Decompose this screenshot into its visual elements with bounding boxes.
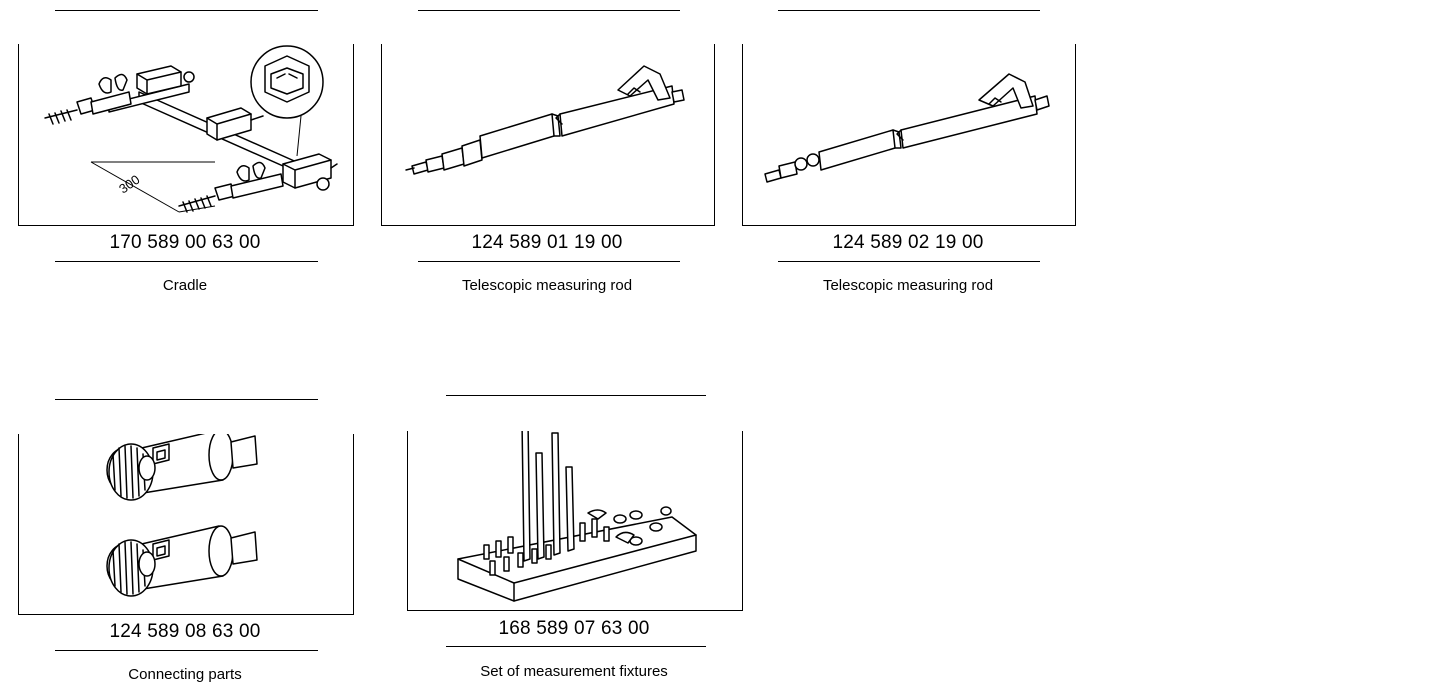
part-number: 170 589 00 63 00 (109, 232, 261, 253)
tool-name: Cradle (162, 277, 208, 294)
bottom-rule (778, 261, 1040, 262)
tool-name: Telescopic measuring rod (822, 277, 994, 294)
top-rule (418, 10, 680, 11)
part-number: 124 589 02 19 00 (832, 232, 984, 253)
part-number: 168 589 07 63 00 (498, 618, 650, 639)
cradle-dimension-label: 300 (116, 171, 143, 197)
tool-name: Set of measurement fixtures (480, 663, 668, 680)
connecting-parts-illustration (18, 434, 354, 615)
bottom-rule (55, 261, 318, 262)
bottom-rule (418, 261, 680, 262)
fixture-set-illustration (407, 431, 743, 611)
top-rule (778, 10, 1040, 11)
top-rule (55, 10, 318, 11)
part-number: 124 589 08 63 00 (109, 621, 261, 642)
tool-name: Telescopic measuring rod (461, 277, 633, 294)
tool-name: Connecting parts (128, 666, 242, 683)
cradle-illustration (18, 44, 354, 226)
measuring-rod-illustration (381, 44, 715, 226)
bottom-rule (446, 646, 706, 647)
bottom-rule (55, 650, 318, 651)
part-number: 124 589 01 19 00 (471, 232, 623, 253)
top-rule (446, 395, 706, 396)
top-rule (55, 399, 318, 400)
measuring-rod-illustration (742, 44, 1076, 226)
